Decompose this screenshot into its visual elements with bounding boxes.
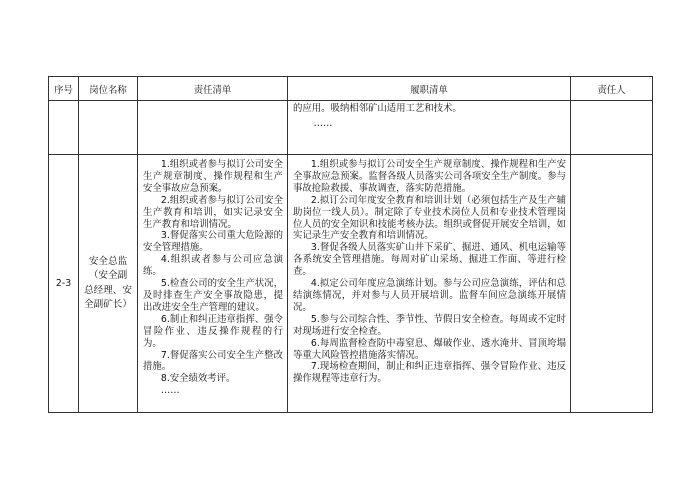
header-seq: 序号 <box>49 77 79 101</box>
position-line: 安全总监 <box>88 255 128 267</box>
header-responsibility: 责任清单 <box>138 77 288 101</box>
responsibility-item: 5.检查公司的安全生产状况，及时排查生产安全事故隐患，提出改进安全生产管理的建议。 <box>143 278 283 313</box>
duty-item: 4.拟定公司年度应急演练计划。参与公司应急演练，评估和总结演练情况，并对参与人员开展培训。监督车间应急演练开展情况。 <box>293 278 566 313</box>
position-line: （安全副 <box>88 270 128 281</box>
cell-responsibility-list <box>138 155 288 413</box>
cell-seq: 2-3 <box>49 155 79 413</box>
responsibility-item: 4.组织或者参与公司应急演练。 <box>143 254 283 278</box>
header-row <box>49 77 653 101</box>
duty-continued-ellipsis: …… <box>313 117 333 129</box>
cell-person-empty <box>571 101 653 155</box>
header-person: 责任人 <box>571 77 653 101</box>
cell-person-empty <box>571 155 653 413</box>
duty-item: 1.组织或参与拟订公司安全生产规章制度、操作规程和生产安全事故应急预案。监督各级人员落实公司各项安全生产制度。参与事故抢险救援、事故调查，落实防范措施。 <box>293 159 566 194</box>
cell-duty-list <box>288 155 571 413</box>
header-position: 岗位名称 <box>79 77 138 101</box>
responsibility-item: 8.安全绩效考评。 <box>160 373 236 385</box>
header-duty: 履职清单 <box>288 77 571 101</box>
cell-duty-continued <box>288 101 571 155</box>
responsibility-item: 2.组织或者参与拟订公司安全生产教育和培训，如实记录安全生产教育和培训情况。 <box>143 194 283 230</box>
responsibility-item: 6.制止和纠正违章指挥、强令冒险作业、违反操作规程的行为。 <box>143 313 283 349</box>
table-row-continued <box>49 101 653 155</box>
responsibility-item: 1.组织或者参与拟订公司安全生产规章制度、操作规程和生产安全事故应急预案。 <box>143 159 283 194</box>
table-row-safety-director <box>49 155 653 413</box>
position-line: 总经理、安 <box>84 284 132 296</box>
responsibility-ellipsis: …… <box>160 385 180 397</box>
position-line: 全副矿长） <box>84 299 132 310</box>
cell-responsibility-empty <box>138 101 288 155</box>
responsibility-table <box>48 76 653 413</box>
duty-item: 6.每周监督检查防中毒窒息、爆破作业、透水淹井、冒顶垮塌等重大风险管控措施落实情况。 <box>293 337 566 361</box>
responsibility-item: 7.督促落实公司安全生产整改措施。 <box>143 349 283 373</box>
cell-position-empty <box>79 101 138 155</box>
duty-continued-line: 的应用。吸纳相邻矿山适用工艺和技术。 <box>293 103 462 114</box>
duty-item: 2.拟订公司年度安全教育和培训计划（必须包括生产及生产辅助岗位一线人员）。制定除了专业技术岗位人员和专业技术管理岗位人员的安全知识和技能考核办法。组织或督促开展安全培训，如实记录生产安全教育和培训情况。 <box>293 194 566 242</box>
responsibility-item: 3.督促落实公司重大危险源的安全管理措施。 <box>143 230 283 254</box>
duty-item: 3.督促各级人员落实矿山井下采矿、掘进、通风、机电运输等各系统安全管理措施。每周对矿山采场、掘进工作面、等进行检查。 <box>293 242 566 278</box>
cell-seq-empty <box>49 101 79 155</box>
duty-item: 7.现场检查期间，制止和纠正违章指挥、强令冒险作业、违反操作规程等违章行为。 <box>293 361 566 385</box>
cell-position <box>79 155 138 413</box>
duty-item: 5.参与公司综合性、季节性、节假日安全检查。每周或不定时对现场进行安全检查。 <box>293 313 566 337</box>
